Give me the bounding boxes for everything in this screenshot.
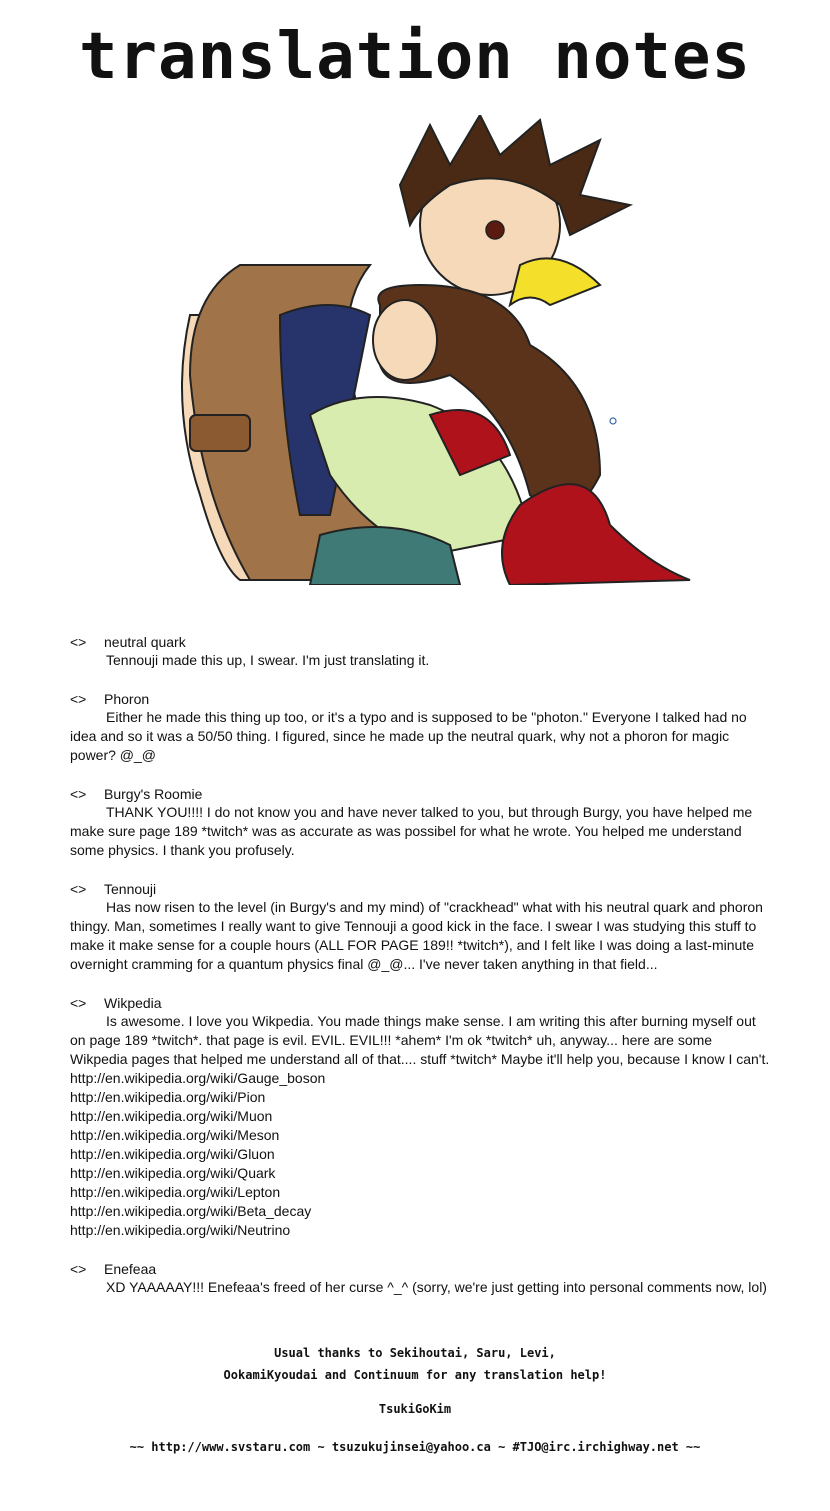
note-title: Burgy's Roomie [104,786,203,802]
anime-illustration [130,115,710,585]
wikipedia-link[interactable]: http://en.wikipedia.org/wiki/Meson [70,1127,280,1143]
wikipedia-link[interactable]: http://en.wikipedia.org/wiki/Muon [70,1108,273,1124]
wikipedia-link[interactable]: http://en.wikipedia.org/wiki/Beta_decay [70,1203,312,1219]
note-marker: <> [70,1261,87,1277]
note-body: XD YAAAAAY!!! Enefeaa's freed of her curse ^_^ (sorry, we're just getting into personal comments now, lol) [106,1279,767,1295]
yellow-ribbon [510,258,600,305]
note-marker: <> [70,691,87,707]
wikipedia-link[interactable]: http://en.wikipedia.org/wiki/Pion [70,1089,266,1105]
note-body: THANK YOU!!!! I do not know you and have never talked to you, but through Burgy, you have helped me make sure page 189 *twitch* was as accurate as was possibel for what he wrote. You helped me understand some physics. I thank you profusely. [70,804,753,858]
note-marker: <> [70,881,87,897]
wikipedia-link[interactable]: http://en.wikipedia.org/wiki/Gauge_boson [70,1070,326,1086]
note-body: Has now risen to the level (in Burgy's and my mind) of "crackhead" what with his neutral quark and phoron thingy. Man, sometimes I really want to give Tennouji a good kick in the face. I swear I was studying this stuff to make it make sense for a couple hours (ALL FOR PAGE 189!! *twitch*), and I felt like I was doing a last-minute overnight cramming for a quantum physics final @_@... I've never taken anything in that field... [70,899,763,972]
translation-notes-list [70,633,770,1317]
note-title: Enefeaa [104,1261,157,1277]
girl-face [373,300,437,380]
note-marker: <> [70,634,87,650]
note-phoron [70,690,770,765]
wikipedia-link-list [70,1069,770,1240]
note-wikpedia [70,994,770,1240]
wikipedia-link[interactable]: http://en.wikipedia.org/wiki/Neutrino [70,1222,291,1238]
page-title: translation notes [78,20,752,94]
sparkle [610,418,616,424]
wikipedia-link[interactable]: http://en.wikipedia.org/wiki/Quark [70,1165,276,1181]
note-tennouji [70,880,770,974]
note-marker: <> [70,786,87,802]
wikipedia-link[interactable]: http://en.wikipedia.org/wiki/Lepton [70,1184,281,1200]
note-title: Tennouji [104,881,157,897]
note-enefeaa [70,1260,770,1297]
note-body: Tennouji made this up, I swear. I'm just translating it. [106,652,430,668]
note-neutral-quark [70,633,770,670]
thanks-line: Usual thanks to Sekihoutai, Saru, Levi, [274,1346,556,1360]
note-marker: <> [70,995,87,1011]
note-title: Phoron [104,691,150,707]
note-body: Either he made this thing up too, or it's a typo and is supposed to be "photon." Everyone I talked had no idea and so it was a 50/50 thing. I figured, since he made up the neutral quark, why not a phoron for magic power? @_@ [70,709,747,763]
note-body: Is awesome. I love you Wikpedia. You made things make sense. I am writing this after burning myself out on page 189 *twitch*. that page is evil. EVIL. EVIL!!! *ahem* I'm ok *twitch* uh, anyway... here are some Wikpedia pages that helped me understand all of that.... stuff *twitch* Maybe it'll help you, because I know I can't. [70,1013,770,1067]
thanks-line: OokamiKyoudai and Continuum for any translation help! [223,1368,607,1382]
contact-line[interactable]: ~~ http://www.svstaru.com ~ tsuzukujinsei@yahoo.ca ~ #TJO@irc.irchighway.net ~~ [129,1440,701,1454]
wikipedia-link[interactable]: http://en.wikipedia.org/wiki/Gluon [70,1146,275,1162]
note-title: neutral quark [104,634,186,650]
note-burgys-roomie [70,785,770,860]
boy-eye [486,221,504,239]
thanks-block [0,1342,830,1386]
wristband [190,415,250,451]
signature: TsukiGoKim [378,1402,452,1416]
note-title: Wikpedia [104,995,162,1011]
